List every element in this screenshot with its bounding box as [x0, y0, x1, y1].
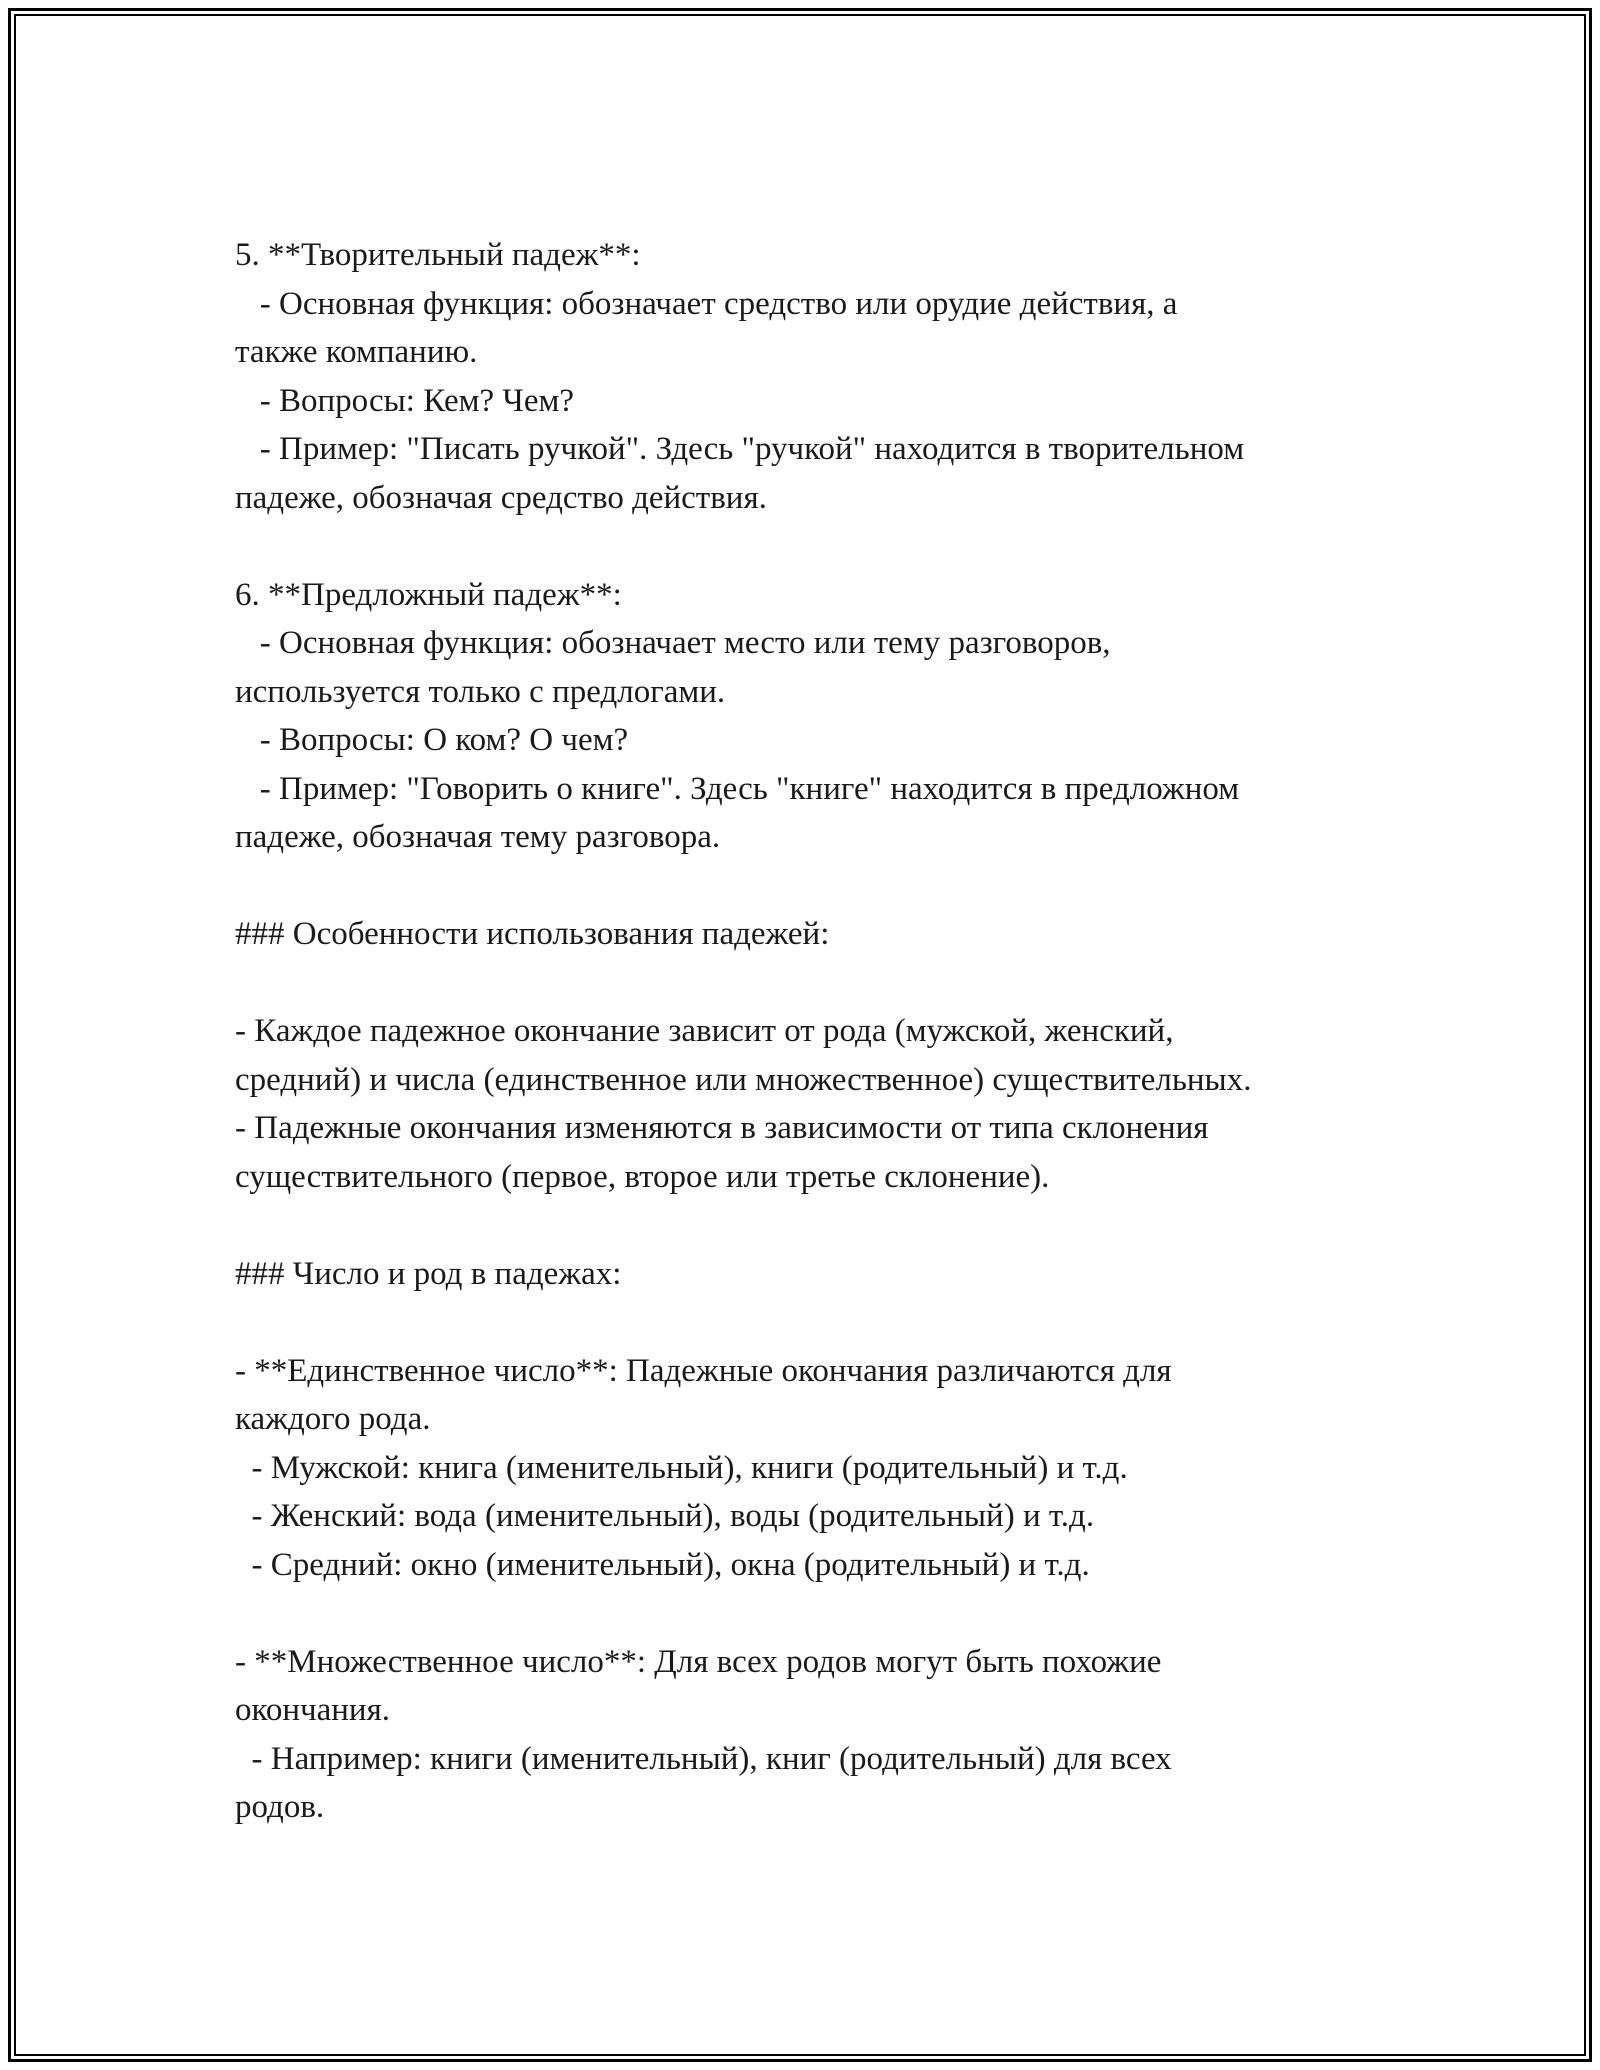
text-line: окончания. — [235, 1692, 391, 1728]
text-line: падеже, обозначая средство действия. — [235, 479, 767, 516]
text-line: - Мужской: книга (именительный), книги (родительный) и т.д. — [235, 1449, 1128, 1486]
text-line: существительного (первое, второе или третье склонение). — [235, 1158, 1050, 1195]
text-line: - Пример: "Писать ручкой". Здесь "ручкой" находится в творительном — [235, 431, 1245, 467]
text-line: используется только с предлогами. — [235, 673, 726, 710]
text-line: - **Множественное число**: Для всех родов могут быть похожие — [235, 1643, 1162, 1680]
heading-case-usage: ### Особенности использования падежей: — [235, 916, 830, 952]
heading-instrumental-case: 5. **Творительный падеж**: — [235, 237, 641, 273]
text-line: - Вопросы: Кем? Чем? — [235, 382, 575, 419]
text-line: - Основная функция: обозначает средство или орудие действия, а — [235, 285, 1178, 322]
blank-line — [235, 522, 1395, 571]
text-line: - Каждое падежное окончание зависит от рода (мужской, женский, — [235, 1013, 1174, 1049]
text-line: падеже, обозначая тему разговора. — [235, 819, 721, 855]
text-line: также компанию. — [235, 334, 478, 370]
text-line: - Пример: "Говорить о книге". Здесь "книге" находится в предложном — [235, 770, 1240, 807]
text-line: - Вопросы: О ком? О чем? — [235, 722, 629, 758]
text-line: родов. — [235, 1789, 325, 1825]
text-line: - Падежные окончания изменяются в зависимости от типа склонения — [235, 1110, 1209, 1146]
text-line: - Средний: окно (именительный), окна (родительный) и т.д. — [235, 1546, 1090, 1583]
text-line: - Например: книги (именительный), книг (родительный) для всех — [235, 1740, 1172, 1777]
heading-prepositional-case: 6. **Предложный падеж**: — [235, 576, 622, 613]
heading-number-gender: ### Число и род в падежах: — [235, 1255, 622, 1292]
blank-line — [235, 1298, 1395, 1347]
blank-line — [235, 1201, 1395, 1250]
blank-line — [235, 1589, 1395, 1638]
text-line: - Основная функция: обозначает место или тему разговоров, — [235, 625, 1111, 661]
blank-line — [235, 862, 1395, 911]
document-body — [235, 231, 1395, 1832]
text-line: каждого рода. — [235, 1401, 431, 1437]
text-line: - Женский: вода (именительный), воды (родительный) и т.д. — [235, 1498, 1095, 1534]
text-line: средний) и числа (единственное или множественное) существительных. — [235, 1061, 1252, 1098]
text-line: - **Единственное число**: Падежные окончания различаются для — [235, 1352, 1172, 1389]
blank-line — [235, 959, 1395, 1008]
